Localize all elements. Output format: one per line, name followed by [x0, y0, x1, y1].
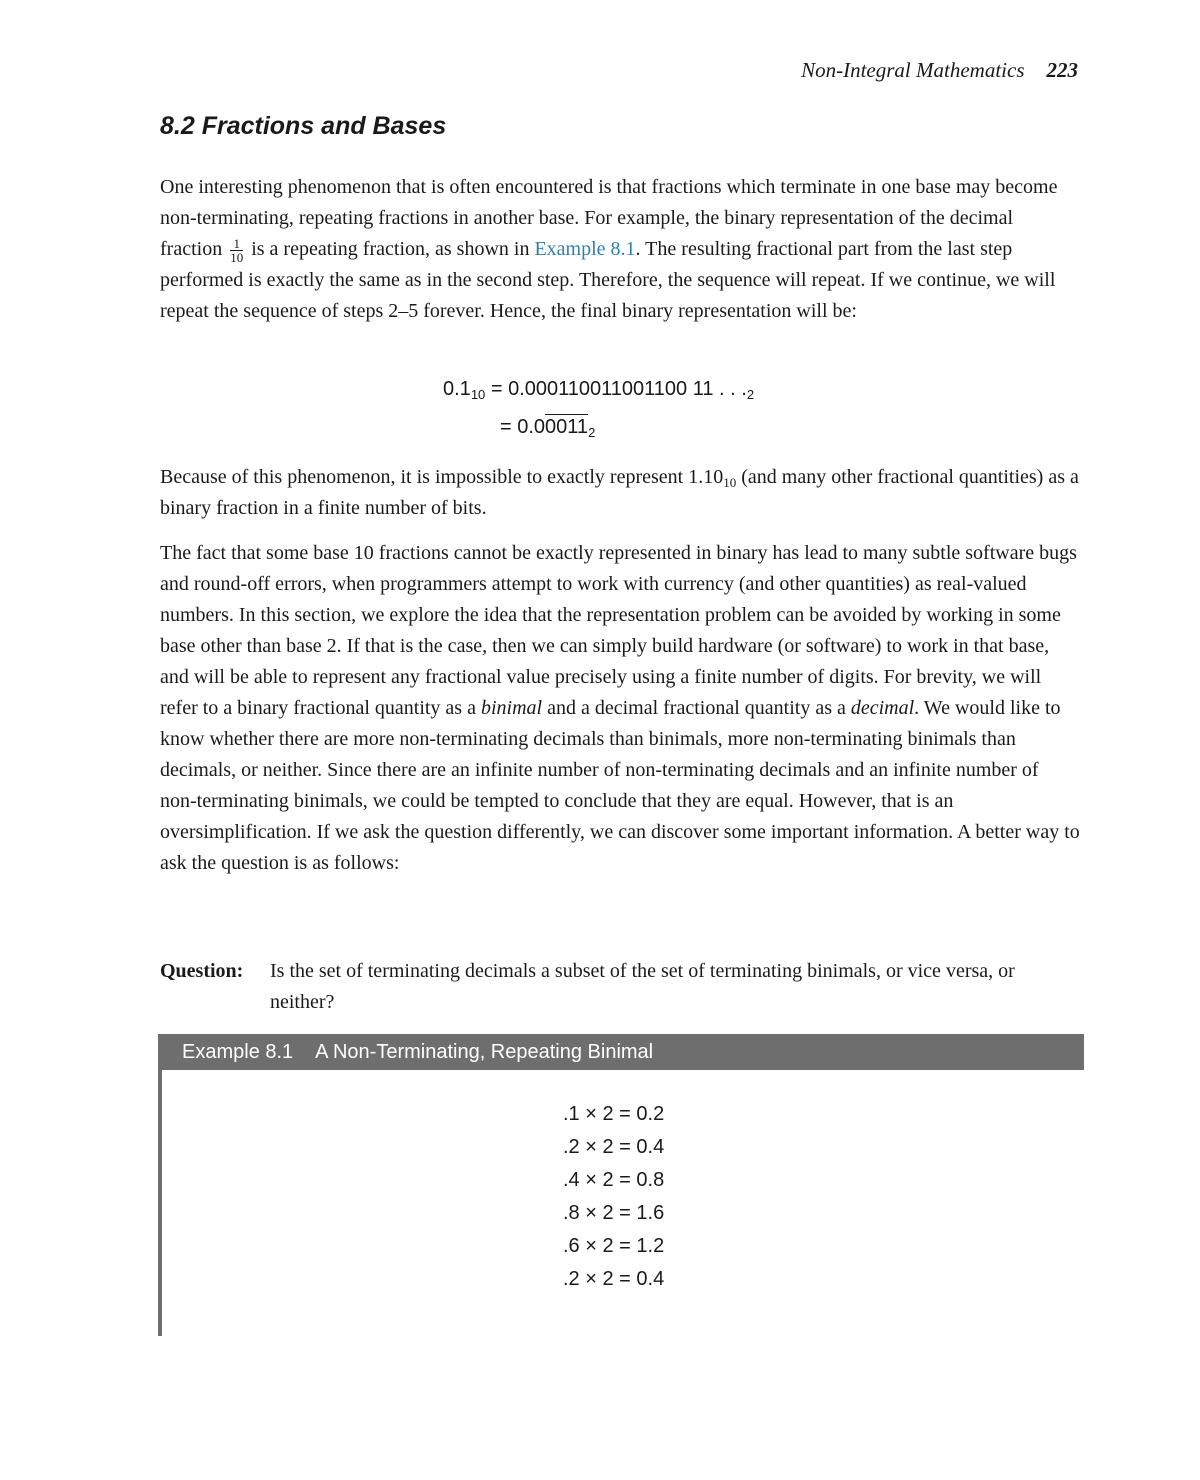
example-8-1-link[interactable]: Example 8.1 [534, 238, 636, 260]
para2-sub: 10 [723, 475, 737, 490]
para1-text-b: is a repeating fraction, as shown in [246, 238, 535, 260]
para3-text-a: The fact that some base 10 fractions cannot be exactly represented in binary has lead to many subtle software bugs and round-off errors, when programmers attempt to work with currency (and other quantities) as real-valued numbers. In this section, we explore the idea that the representation problem can be avoided by working in some base other than base 2. If that is the case, then we can simply build hardware (or software) to work in that base, and will be able to represent any fractional value precisely using a finite number of digits. For brevity, we will refer to a binary fractional quantity as a [160, 542, 1077, 719]
para2-text-a: Because of this phenomenon, it is impossible to exactly represent 1.10 [160, 466, 724, 488]
para1-text-a: One interesting phenomenon that is often encountered is that fractions which terminate in one base may become non-terminating, repeating fractions in another base. For example, the binary representation of the decimal fraction [160, 176, 1058, 260]
fraction-one-tenth [230, 237, 243, 264]
question-label: Question: [160, 960, 244, 982]
para1-text-c: . The resulting fractional part from the last step performed is exactly the same as in the second step. Therefore, the sequence will repeat. If we continue, we will repeat the sequence of steps 2–5 forever. Hence, the final binary representation will be: [160, 238, 1056, 322]
eq2-repeating-digits: 0011 [545, 416, 589, 438]
equation-line-1 [443, 378, 754, 401]
eq-lhs-sub: 10 [470, 387, 486, 402]
example-header [162, 1034, 1084, 1070]
running-head [801, 58, 1078, 83]
eq-rhs-sub: 2 [746, 387, 755, 402]
para3-text-c: . We would like to know whether there are more non-terminating decimals than binimals, more non-terminating binimals than decimals, or neither. Since there are an infinite number of non-terminating decimals and an infinite number of non-terminating binimals, we could be tempted to conclude that they are equal. However, that is an oversimplification. If we ask the question differently, we can discover some important information. A better way to ask the question is as follows: [160, 697, 1080, 874]
eq2-sub: 2 [588, 425, 596, 440]
question-text: Is the set of terminating decimals a subset of the set of terminating binimals, or vice versa, or neither? [270, 960, 1015, 1013]
term-decimal: decimal [850, 697, 915, 719]
paragraph-intro [160, 172, 1080, 327]
question-block [160, 956, 1080, 1018]
example-title: A Non-Terminating, Repeating Binimal [315, 1041, 654, 1063]
section-title: 8.2 Fractions and Bases [160, 112, 447, 140]
step-row: .2 × 2 = 0.4 [563, 1268, 665, 1290]
step-row: .6 × 2 = 1.2 [563, 1235, 665, 1257]
paragraph-binimals [160, 538, 1080, 879]
step-row: .4 × 2 = 0.8 [563, 1169, 665, 1191]
example-steps [563, 1098, 664, 1296]
paragraph-phenomenon [160, 462, 1080, 524]
eq-rhs: = 0.000110011001100 11 . . . [490, 378, 747, 400]
step-row: .8 × 2 = 1.6 [563, 1202, 665, 1224]
eq-lhs: 0.1 [443, 378, 471, 400]
fraction-denominator: 10 [230, 249, 244, 265]
step-row: .2 × 2 = 0.4 [563, 1136, 665, 1158]
equation-line-2 [500, 416, 595, 439]
eq2-prefix: = 0.0 [500, 416, 546, 438]
step-row: .1 × 2 = 0.2 [563, 1103, 665, 1125]
running-title: Non-Integral Mathematics [801, 58, 1025, 82]
fraction-numerator: 1 [230, 237, 243, 251]
para3-text-b: and a decimal fractional quantity as a [542, 697, 851, 719]
para2-text-b: (and many other fractional quantities) as a binary fraction in a finite number of bits. [160, 466, 1079, 519]
page-number: 223 [1046, 58, 1078, 82]
term-binimal: binimal [480, 697, 543, 719]
example-box [158, 1034, 1084, 1336]
example-label: Example 8.1 [182, 1041, 294, 1063]
